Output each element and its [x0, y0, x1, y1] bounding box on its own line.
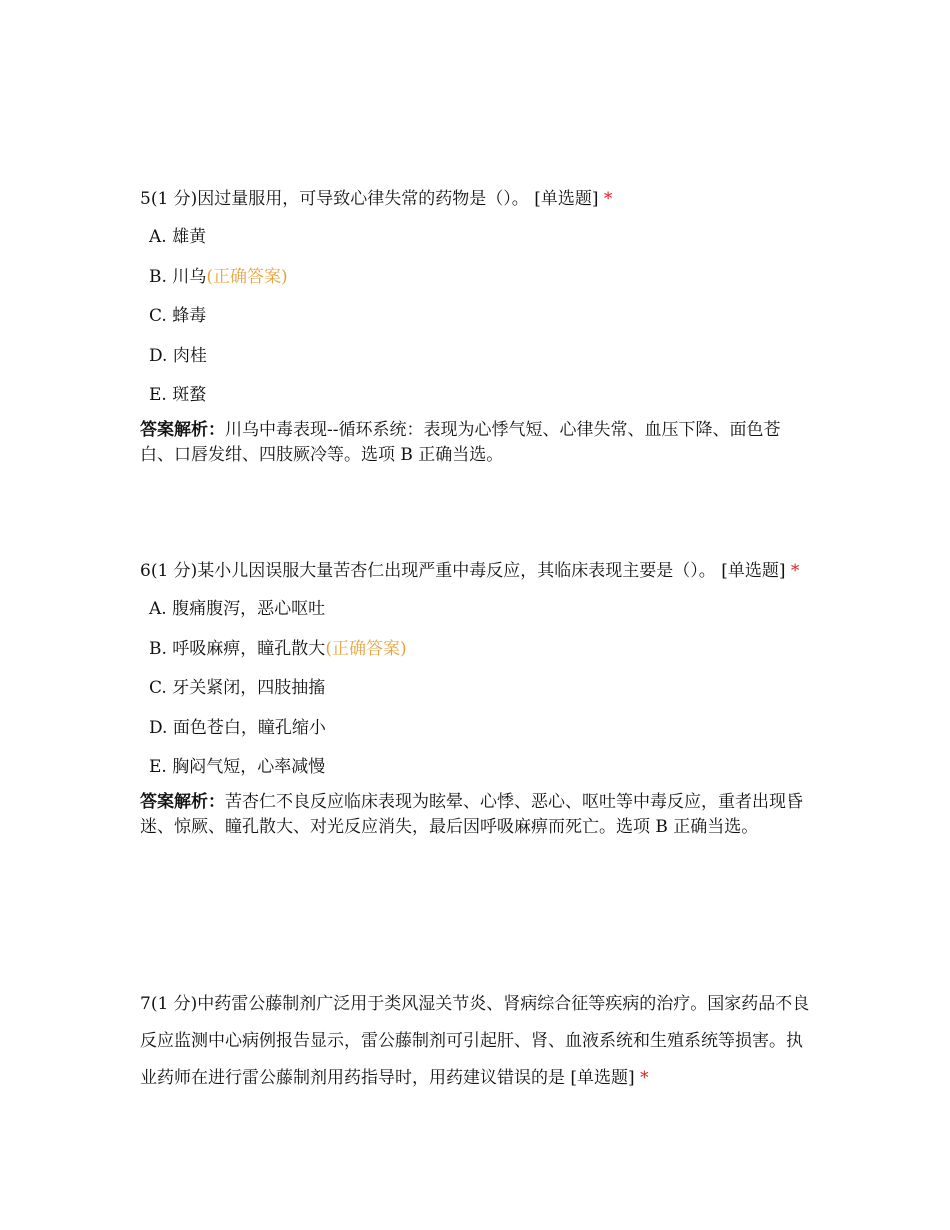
required-mark: * — [603, 189, 613, 209]
question-title — [140, 181, 812, 218]
option-text: B. 呼吸麻痹，瞳孔散大 — [149, 638, 326, 659]
required-mark: * — [640, 1068, 649, 1088]
option-a[interactable] — [149, 599, 812, 619]
question-text: 7(1 分)中药雷公藤制剂广泛用于类风湿关节炎、肾病综合征等疾病的治疗。国家药品不良反应监测中心病例报告显示，雷公藤制剂可引起肝、肾、血液系统和生殖系统等损害。执业药师在进行雷公藤制剂用药指导时，用药建议错误的是 [单选题] — [140, 994, 810, 1088]
correct-answer-tag: (正确答案) — [325, 638, 407, 659]
question-title — [140, 553, 812, 590]
option-text: A. 腹痛腹泻，恶心呕吐 — [149, 599, 326, 619]
question-text: 5(1 分)因过量服用，可导致心律失常的药物是（）。 [单选题] — [140, 189, 599, 209]
correct-answer-tag: (正确答案) — [206, 266, 288, 287]
option-e[interactable] — [149, 757, 812, 777]
analysis-label: 答案解析： — [140, 791, 225, 812]
question-5 — [140, 181, 812, 468]
option-list — [140, 599, 812, 777]
option-d[interactable] — [149, 346, 812, 366]
option-text: C. 蜂毒 — [149, 306, 207, 326]
option-text: D. 肉桂 — [149, 345, 207, 366]
option-text: C. 牙关紧闭，四肢抽搐 — [149, 678, 326, 698]
option-text: D. 面色苍白，瞳孔缩小 — [149, 717, 326, 738]
option-text: E. 斑蝥 — [149, 385, 207, 405]
option-d[interactable] — [149, 718, 812, 738]
question-title — [140, 986, 812, 1097]
option-e[interactable] — [149, 385, 812, 405]
option-b[interactable] — [149, 639, 812, 659]
analysis-text: 苦杏仁不良反应临床表现为眩晕、心悸、恶心、呕吐等中毒反应，重者出现昏迷、惊厥、瞳孔散大、对光反应消失，最后因呼吸麻痹而死亡。选项 B 正确当选。 — [140, 791, 803, 837]
option-b[interactable] — [149, 267, 812, 287]
analysis-text: 川乌中毒表现--循环系统：表现为心悸气短、心律失常、血压下降、面色苍白、口唇发绀、四肢厥冷等。选项 B 正确当选。 — [140, 419, 781, 465]
option-c[interactable] — [149, 306, 812, 326]
option-text: B. 川乌 — [149, 266, 207, 287]
option-text: E. 胸闷气短，心率减慢 — [149, 757, 326, 777]
question-6 — [140, 553, 812, 840]
option-text: A. 雄黄 — [149, 227, 207, 247]
question-text: 6(1 分)某小儿因误服大量苦杏仁出现严重中毒反应，其临床表现主要是（）。 [单选题] — [140, 561, 786, 581]
answer-analysis — [140, 790, 812, 840]
question-7 — [140, 986, 812, 1097]
required-mark: * — [790, 561, 800, 581]
option-list — [140, 227, 812, 405]
analysis-label: 答案解析： — [140, 419, 225, 440]
option-c[interactable] — [149, 678, 812, 698]
option-a[interactable] — [149, 227, 812, 247]
answer-analysis — [140, 418, 812, 468]
